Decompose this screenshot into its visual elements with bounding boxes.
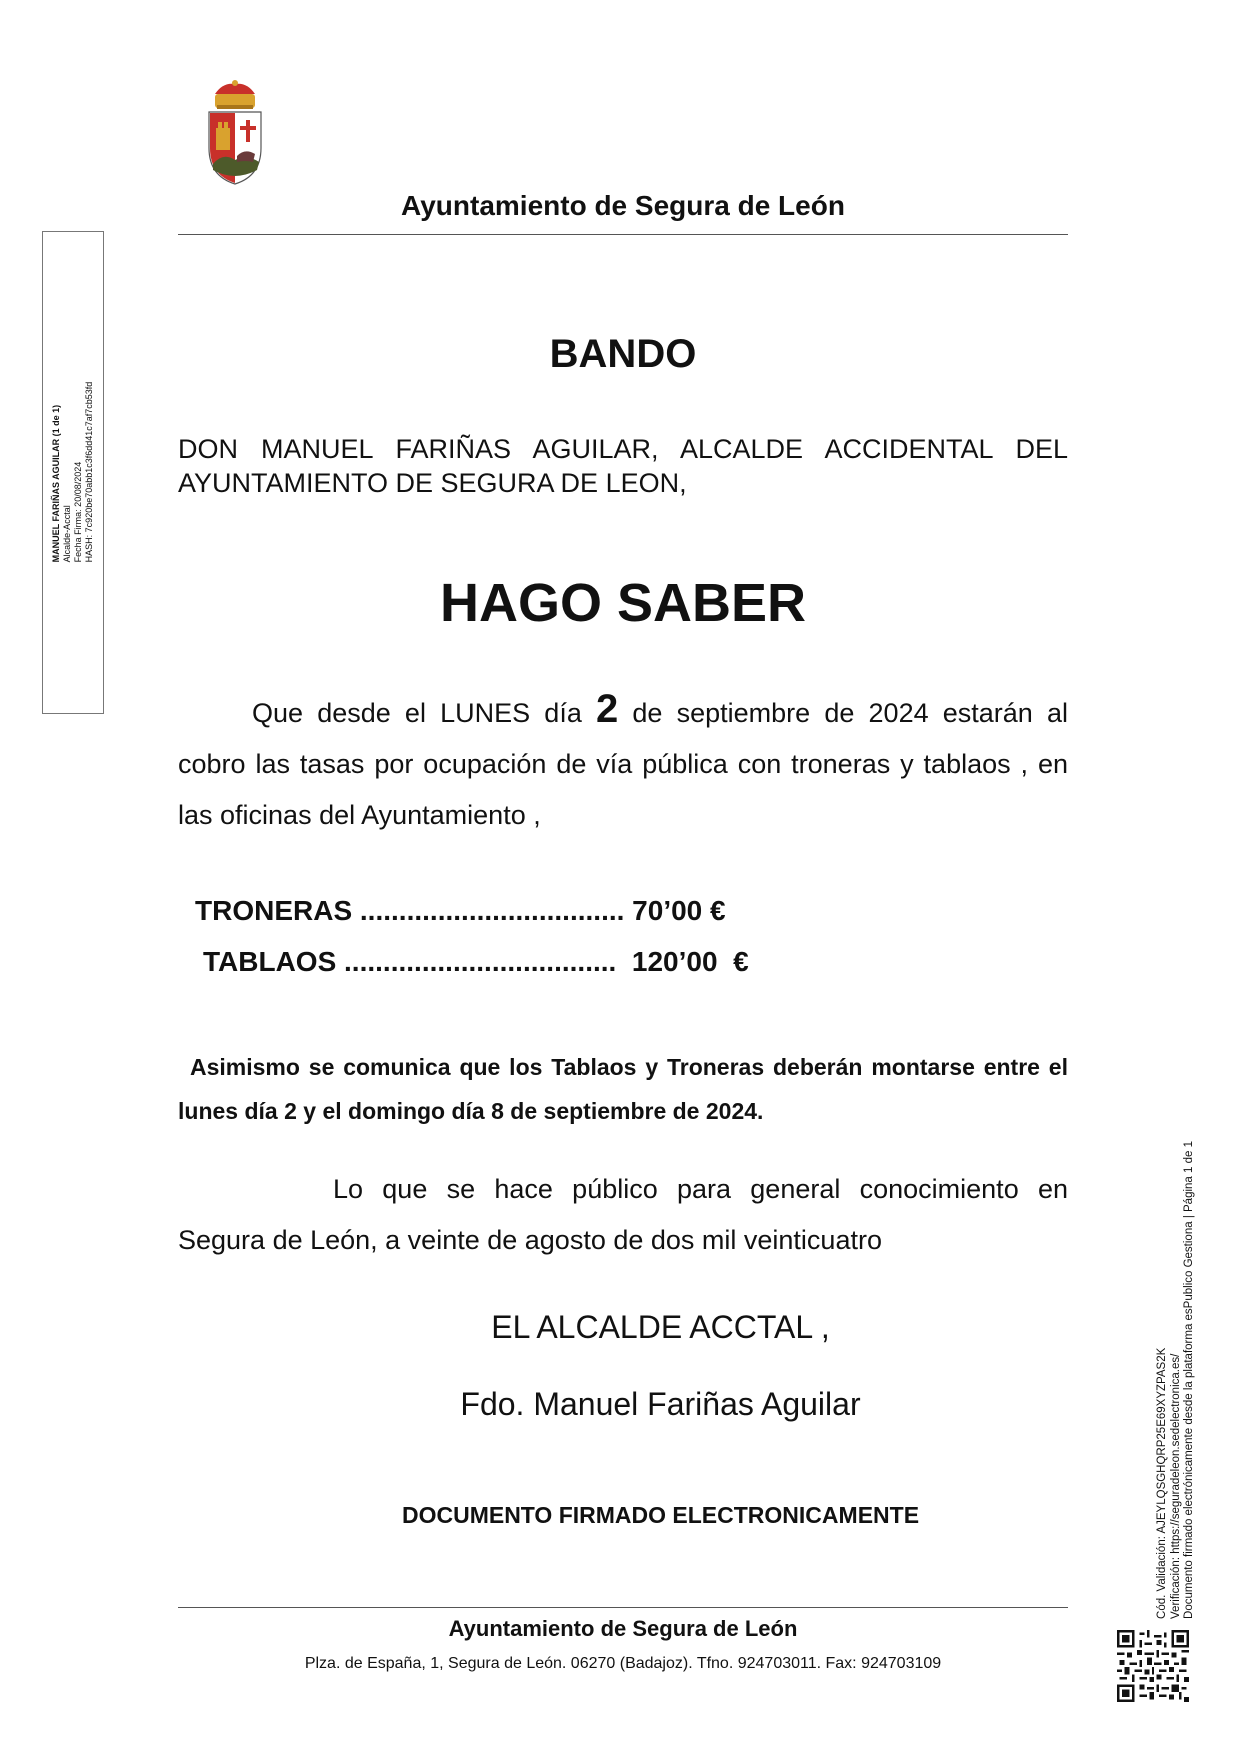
- closing-text: Lo que se hace público para general conocimiento en Segura de León, a veinte de agosto de dos mil veinticuatro: [178, 1174, 1068, 1255]
- intro-text: DON MANUEL FARIÑAS AGUILAR, ALCALDE ACCIDENTAL DEL AYUNTAMIENTO DE SEGURA DE LEON,: [178, 434, 1068, 498]
- signed-notice: DOCUMENTO FIRMADO ELECTRONICAMENTE: [401, 1502, 920, 1528]
- validation-info: [1156, 1141, 1197, 1619]
- coat-of-arms-icon: [203, 80, 267, 186]
- fee-row-troneras: [195, 895, 726, 927]
- signature-date: Fecha Firma: 20/08/2024: [73, 461, 83, 563]
- hago-saber-heading: HAGO SABER: [439, 573, 807, 633]
- signer-name: MANUEL FARIÑAS AGUILAR (1 de 1): [51, 404, 61, 563]
- signature-title: EL ALCALDE ACCTAL ,: [491, 1309, 830, 1345]
- document-heading: BANDO: [549, 332, 697, 376]
- fee-dots: ...................................: [336, 946, 617, 977]
- validation-code: Cód. Validación: AJEYLQSGHQRP25E69XYZPAS2K: [1155, 1347, 1168, 1619]
- fee-label: TRONERAS: [195, 895, 353, 926]
- signature-stamp-text: [51, 382, 95, 563]
- header-title: Ayuntamiento de Segura de León: [401, 190, 845, 221]
- closing-paragraph: [178, 1164, 1068, 1266]
- validation-verify: Verificación: https://seguradeleon.sedelectronica.es/: [1169, 1353, 1182, 1619]
- qr-code-icon: [1117, 1630, 1189, 1702]
- signer-role: Alcalde-Acctal: [62, 505, 72, 563]
- fee-row-tablaos: [203, 946, 749, 978]
- header-divider: [178, 234, 1068, 235]
- validation-platform: Documento firmado electrónicamente desde la plataforma esPublico Gestiona | Página 1 de 1: [1182, 1141, 1195, 1619]
- body-part2: de septiembre de 2024 estarán al cobro las tasas por ocupación de vía pública con troneras y tablaos , en las oficinas del Ayuntamiento ,: [178, 698, 1068, 830]
- fee-dots: ..................................: [352, 895, 625, 926]
- fee-label: TABLAOS: [203, 946, 337, 977]
- signature-name: Fdo. Manuel Fariñas Aguilar: [460, 1386, 861, 1422]
- body-paragraph: [178, 684, 1068, 841]
- body-day: 2: [596, 687, 619, 731]
- fee-amount: 120’00 €: [616, 946, 749, 977]
- signature-hash: HASH: 7c920be70abb1c3f6dd41c7af7cb53fd: [84, 381, 94, 563]
- signature-stamp: [42, 231, 104, 714]
- footer-address: Plza. de España, 1, Segura de León. 06270 (Badajoz). Tfno. 924703011. Fax: 924703109: [304, 1655, 942, 1672]
- montaje-note: Asimismo se comunica que los Tablaos y Troneras deberán montarse entre el lunes día 2 y el domingo día 8 de septiembre de 2024.: [178, 1054, 1068, 1124]
- footer-divider: [178, 1607, 1068, 1608]
- fee-amount: 70’00 €: [624, 895, 726, 926]
- body-part1: Que desde el LUNES día: [252, 698, 596, 728]
- footer-title: Ayuntamiento de Segura de León: [448, 1616, 798, 1641]
